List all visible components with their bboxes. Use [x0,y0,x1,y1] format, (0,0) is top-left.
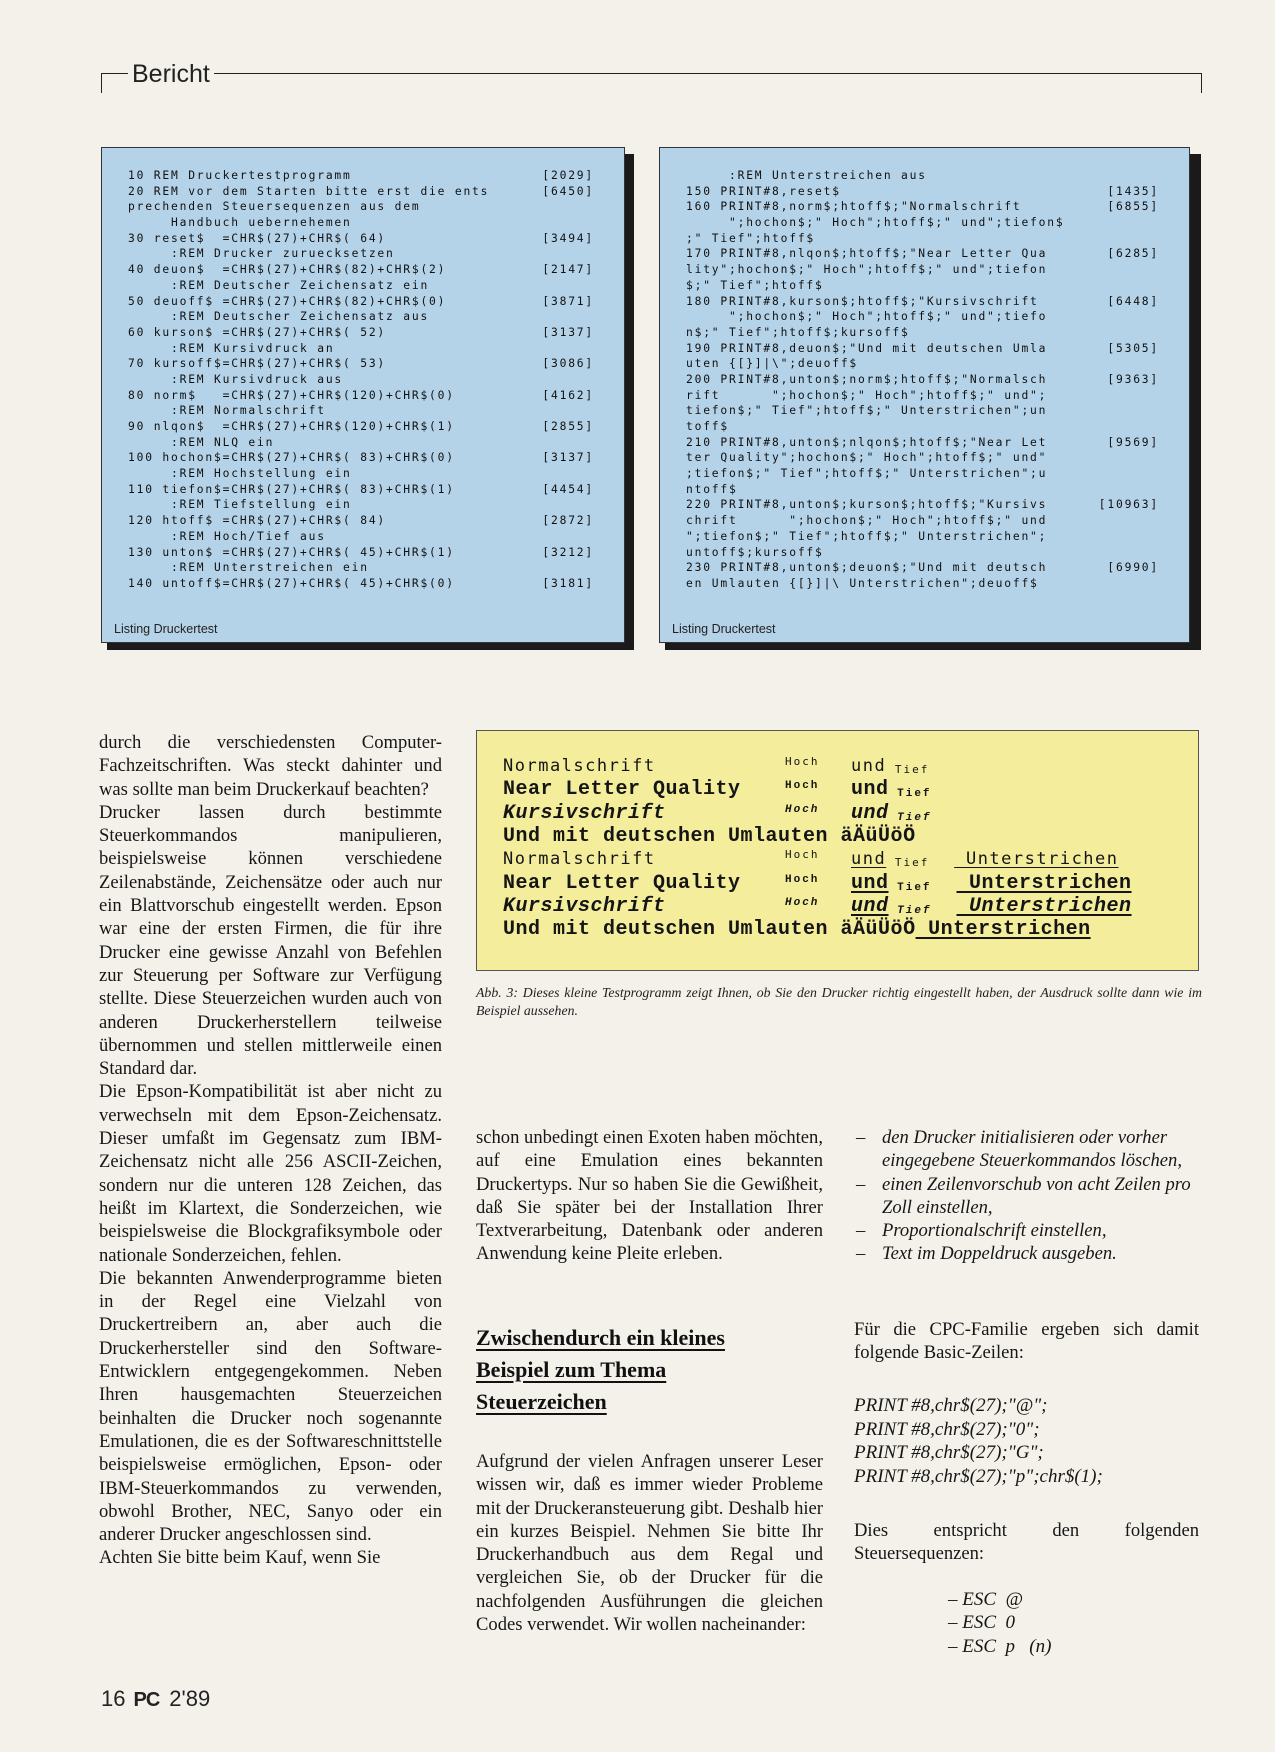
listing-caption: Listing Druckertest [114,622,218,636]
code-text: 20 REM vor dem Starten bitte erst die ents [128,184,490,198]
output-text: Normalschrift [503,756,656,776]
checksum: [10963] [1098,498,1159,512]
body-paragraph: Für die CPC-Familie ergeben sich damit folgende Basic-Zeilen: [854,1319,1199,1364]
listing-line [660,356,1189,372]
listing-line [102,482,624,498]
listing-line [660,497,1189,513]
output-text: Near Letter Quality [503,778,741,802]
checksum: [2147] [542,263,594,277]
subscript-text: Tief [888,881,932,894]
code-text: 180 PRINT#8,kurson$;htoff$;"Kursivschrift [686,294,1039,308]
escape-sequence: – ESC @ [948,1589,1024,1610]
basic-code-lines [854,1394,1103,1488]
header-rule [101,73,1202,93]
code-text: 40 deuon$ =CHR$(27)+CHR$(82)+CHR$(2) [128,263,447,277]
checksum: [2872] [542,514,594,528]
checksum: [3137] [542,451,594,465]
code-text: 50 deuoff$ =CHR$(27)+CHR$(82)+CHR$(0) [128,294,447,308]
escape-sequence: – ESC p (n) [948,1635,1052,1657]
checksum: [9569] [1107,435,1159,449]
code-text: 200 PRINT#8,unton$;norm$;htoff$;"Normalsch [686,372,1048,386]
output-text: Unterstrichen [956,894,1132,918]
code-text: :REM Tiefstellung ein [128,498,352,512]
output-line [503,825,916,848]
body-paragraph: durch die verschiedensten Computer-Fachzeitschriften. Was steckt dahinter und was sollte man beim Druckerkauf beachten? [99,732,442,800]
code-text: Handbuch uebernehemen [128,216,352,230]
code-text: untoff$;kursoff$ [686,545,824,559]
listing-line [102,372,624,388]
subscript-text: Tief [888,811,932,824]
list-item-text: einen Zeilenvorschub von acht Zeilen pro Zoll einstellen, [882,1173,1191,1218]
output-text: Kursivschrift [503,894,666,918]
basic-code-line: PRINT #8,chr$(27);"@"; [854,1395,1048,1416]
listing-line [660,262,1189,278]
code-text: ter Quality";hochon$;" Hoch";htoff$;" und" [686,451,1048,465]
code-text: :REM Deutscher Zeichensatz ein [128,278,430,292]
listing-line [102,497,624,513]
subscript-text: Tief [888,904,932,917]
column-middle-bottom [476,1450,823,1636]
superscript-text: Hoch [785,896,820,909]
checksum: [3086] [542,357,594,371]
escape-sequence: – ESC 0 [948,1612,1016,1634]
code-text: 30 reset$ =CHR$(27)+CHR$( 64) [128,231,387,245]
code-text: :REM Unterstreichen aus [686,169,927,182]
code-text: 220 PRINT#8,unton$;kurson$;htoff$;"Kursivs [686,498,1048,512]
checksum: [3494] [542,231,594,245]
body-paragraph: Die bekannten Anwenderprogramme bieten in der Regel eine Vielzahl von Druckertreibern an, aber auch die Druckerhersteller sind den Software-Entwicklern entgegengekommen. Neben Ihren hausgemachten Steuerzeichen beinhalten die Drucker noch sogenannte Emulationen, die es der Softwareschnittstelle beispielsweise ermöglichen, Epson- oder IBM-Steuerkommandos zu verwenden, obwohl Brother, NEC, Sanyo oder ein anderer Drucker angeschlossen sind. [99,1267,442,1546]
dash-bullet: – [856,1127,866,1148]
output-text: Unterstrichen [956,871,1132,895]
code-text: 190 PRINT#8,deuon$;"Und mit deutschen Umla [686,341,1048,355]
checksum: [6855] [1107,200,1159,214]
listing-box-left [101,147,625,643]
output-text: Near Letter Quality [503,871,741,895]
listing-line [102,341,624,357]
code-text: 80 norm$ =CHR$(27)+CHR$(120)+CHR$(0) [128,388,455,402]
code-text: 110 tiefon$=CHR$(27)+CHR$( 83)+CHR$(1) [128,482,455,496]
list-item [854,1126,1199,1173]
checksum: [2855] [542,420,594,433]
output-text: Und mit deutschen Umlauten äÄüÜöÖ [503,918,916,942]
column-right-intro [854,1318,1199,1365]
listing-line [660,482,1189,498]
output-text: Und mit deutschen Umlauten äÄüÜöÖ [503,824,916,848]
listing-line [660,576,1189,592]
superscript-text: Hoch [785,780,820,793]
escape-sequences [948,1588,1051,1658]
checksum: [3181] [542,576,594,590]
output-text: und [851,778,889,802]
code-text: rift ";hochon$;" Hoch";htoff$;" und"; [686,388,1048,402]
checksum: [3137] [542,325,594,339]
code-text: ";hochon$;" Hoch";htoff$;" und";tiefo [686,310,1048,324]
listing-line [660,294,1189,310]
listing-line [660,403,1189,419]
output-line [503,848,1119,869]
checksum: [6285] [1107,247,1159,261]
output-line [503,802,957,825]
section-title: Bericht [128,60,214,89]
requirements-list [854,1126,1199,1266]
output-text: und [851,801,889,825]
code-text: tiefon$;" Tief";htoff$;" Unterstrichen";un [686,404,1048,418]
body-paragraph: Aufgrund der vielen Anfragen unserer Leser wissen wir, daß es immer wieder Probleme mit der Druckeransteuerung gibt. Deshalb hier ein kurzes Beispiel. Nehmen Sie bitte Ihr Druckerhandbuch aus dem Regal und vergleichen Sie, ob der Drucker für die nachfolgenden Ausführungen die gleichen Codes verwendet. Wir wollen nacheinander: [476,1451,823,1636]
superscript-text: Hoch [785,803,820,816]
column-right-outro [854,1519,1199,1566]
listing-line [102,168,624,184]
listing-line [102,215,624,231]
output-text: und [851,894,889,918]
code-text: 160 PRINT#8,norm$;htoff$;"Normalschrift [686,200,1022,214]
code-text: 210 PRINT#8,unton$;nlqon$;htoff$;"Near Let [686,435,1048,449]
code-text: 140 untoff$=CHR$(27)+CHR$( 45)+CHR$(0) [128,576,455,590]
checksum: [9363] [1107,372,1159,386]
output-line [503,872,1132,895]
checksum: [3212] [542,545,594,559]
listing-line [102,309,624,325]
body-paragraph: schon unbedingt einen Exoten haben möchten, auf eine Emulation eines bekannten Druckertyps. Nur so haben Sie die Gewißheit, daß Sie später bei der Installation Ihrer Textverarbeitung, Datenbank oder anderen Anwendung keine Pleite erleben. [476,1127,823,1265]
page-number: 16 [101,1686,126,1711]
code-text: ";tiefon$;" Tief";htoff$;" Unterstrichen"; [686,529,1048,543]
listing-line [660,215,1189,231]
body-paragraph: Dies entspricht den folgenden Steuersequenzen: [854,1520,1199,1565]
listing-line [102,325,624,341]
subheading [476,1322,776,1418]
listing-line [102,184,624,200]
checksum: [4454] [542,482,594,496]
list-item-text: Proportionalschrift einstellen, [882,1220,1107,1242]
dash-bullet: – [856,1220,866,1242]
code-text: ;tiefon$;" Tief";htoff$;" Unterstrichen";u [686,467,1048,481]
listing-caption: Listing Druckertest [672,622,776,636]
checksum: [4162] [542,388,594,402]
issue-number: 2'89 [169,1686,211,1711]
output-text: Unterstrichen [954,849,1119,870]
code-text: 120 htoff$ =CHR$(27)+CHR$( 84) [128,514,387,528]
listing-line [660,419,1189,435]
listing-lines [102,168,624,592]
listing-line [102,246,624,262]
listing-line [660,231,1189,247]
listing-line [660,529,1189,545]
listing-line [660,388,1189,404]
listing-line [102,545,624,561]
listing-line [660,372,1189,388]
output-text: und [851,871,889,895]
code-text: n$;" Tief";htoff$;kursoff$ [686,325,910,339]
subscript-text: Tief [888,788,932,801]
code-text: ";hochon$;" Hoch";htoff$;" und";tiefon$ [686,216,1065,230]
listing-line [660,341,1189,357]
magazine-logo: PC [133,1689,160,1711]
dash-bullet: – [856,1173,866,1195]
list-item [854,1219,1199,1242]
subscript-text: Tief [886,763,930,776]
output-line [503,918,1091,941]
list-item [854,1173,1199,1220]
listing-line [102,403,624,419]
list-item-text: Text im Doppeldruck ausgeben. [882,1243,1117,1265]
listing-line [660,545,1189,561]
listing-line [660,199,1189,215]
listing-line [660,184,1189,200]
body-paragraph: Drucker lassen durch bestimmte Steuerkommandos manipulieren, beispielsweise können verschiedene Zeilenabstände, Zeichensätze oder auch nur ein Blattvorschub eingestellt werden. Epson war eine der ersten Firmen, die für ihre Drucker eine gewisse Anzahl von Befehlen zur Steuerung per Software zur Verfügung stellte. Diese Steuerzeichen wurden auch von anderen Druckerherstellern teilweise übernommen und stellen mittlerweile einen Standard dar. [99,801,442,1080]
listing-line [102,450,624,466]
code-text: :REM Kursivdruck an [128,341,335,355]
code-text: :REM NLQ ein [128,435,275,449]
code-text: lity";hochon$;" Hoch";htoff$;" und";tiefon [686,263,1048,277]
listing-line [102,231,624,247]
basic-code-line: PRINT #8,chr$(27);"0"; [854,1418,1040,1440]
output-line [503,778,957,801]
code-text: 60 kurson$ =CHR$(27)+CHR$( 52) [128,325,387,339]
checksum: [1435] [1107,184,1159,198]
code-text: :REM Kursivdruck aus [128,372,344,386]
checksum: [2029] [542,169,594,182]
code-text: ;" Tief";htoff$ [686,231,816,245]
output-text: Unterstrichen [915,918,1091,942]
checksum: [5305] [1107,341,1159,355]
subheading-line: Beispiel zum Thema [476,1357,667,1382]
code-text: chrift ";hochon$;" Hoch";htoff$;" und [686,514,1048,528]
listing-line [102,294,624,310]
subscript-text: Tief [886,856,930,870]
listing-line [102,576,624,592]
list-item-text: den Drucker initialisieren oder vorher eingegebene Steuerkommandos löschen, [882,1127,1182,1172]
listing-line [102,529,624,545]
listing-line [102,356,624,372]
listing-line [660,466,1189,482]
output-line [503,895,1132,918]
superscript-text: Hoch [785,873,820,886]
listing-line [102,199,624,215]
listing-line [660,309,1189,325]
subheading-line: Zwischendurch ein kleines [476,1325,725,1350]
page-footer [101,1686,210,1712]
code-text: 230 PRINT#8,unton$;deuon$;"Und mit deutsch [686,561,1048,575]
listing-line [102,278,624,294]
code-text: 70 kursoff$=CHR$(27)+CHR$( 53) [128,357,387,371]
listing-line [102,466,624,482]
code-text: :REM Hoch/Tief aus [128,529,326,543]
superscript-text: Hoch [785,848,820,862]
listing-line [660,450,1189,466]
listing-line [660,246,1189,262]
output-text: und [851,756,887,776]
listing-lines [660,168,1189,592]
code-text: prechenden Steuersequenzen aus dem [128,200,421,214]
listing-line [102,388,624,404]
code-text: en Umlauten {[}]|\ Unterstrichen";deuoff$ [686,576,1039,590]
listing-line [660,168,1189,184]
basic-code-line: PRINT #8,chr$(27);"G"; [854,1442,1044,1463]
listing-line [660,325,1189,341]
listing-line [660,435,1189,451]
output-line [503,755,954,776]
basic-code-line: PRINT #8,chr$(27);"p";chr$(1); [854,1465,1103,1487]
checksum: [6450] [542,184,594,198]
code-text: 130 unton$ =CHR$(27)+CHR$( 45)+CHR$(1) [128,545,455,559]
code-text: :REM Hochstellung ein [128,467,352,481]
listing-line [102,560,624,576]
code-text: toff$ [686,420,730,433]
checksum: [3871] [542,294,594,308]
body-paragraph: Die Epson-Kompatibilität ist aber nicht zu verwechseln mit dem Epson-Zeichensatz. Dieser umfaßt im Gegensatz zum IBM-Zeichensatz nicht alle 256 ASCII-Zeichen, sondern nur die unteren 128 Zeichen, das heißt im Klartext, die Sonderzeichen, wie beispielsweise die Blockgrafiksymbole oder nationale Sonderzeichen, fehlen. [99,1081,442,1266]
figure-caption: Abb. 3: Dieses kleine Testprogramm zeigt Ihnen, ob Sie den Drucker richtig eingestellt haben, der Ausdruck sollte dann wie im Beispiel aussehen. [476,985,1202,1018]
body-paragraph: Achten Sie bitte beim Kauf, wenn Sie [99,1547,381,1569]
code-text: :REM Deutscher Zeichensatz aus [128,310,430,324]
printer-output-example [476,730,1199,971]
code-text: $;" Tief";htoff$ [686,278,824,292]
code-text: 100 hochon$=CHR$(27)+CHR$( 83)+CHR$(0) [128,451,455,465]
listing-line [660,560,1189,576]
code-text: ntoff$ [686,482,738,496]
code-text: :REM Normalschrift [128,404,326,418]
code-text: :REM Drucker zuruecksetzen [128,247,395,261]
checksum: [6990] [1107,561,1159,575]
output-text: Normalschrift [503,849,656,870]
output-text: und [851,849,887,870]
code-text: :REM Unterstreichen ein [128,561,369,575]
output-text: Kursivschrift [503,801,666,825]
dash-bullet: – [856,1243,866,1265]
listing-box-right [659,147,1190,643]
code-text: 10 REM Druckertestprogramm [128,169,352,182]
listing-line [660,278,1189,294]
code-text: 170 PRINT#8,nlqon$;htoff$;"Near Letter Qua [686,247,1048,261]
listing-line [102,435,624,451]
superscript-text: Hoch [785,755,820,768]
listing-line [102,262,624,278]
column-left [99,731,442,1570]
listing-line [660,513,1189,529]
listing-line [102,513,624,529]
code-text: uten {[}]|\";deuoff$ [686,357,859,371]
column-middle-top [476,1126,823,1266]
listing-line [102,419,624,435]
code-text: 150 PRINT#8,reset$ [686,184,841,198]
subheading-line: Steuerzeichen [476,1389,607,1414]
list-item [854,1242,1199,1265]
checksum: [6448] [1107,294,1159,308]
code-text: 90 nlqon$ =CHR$(27)+CHR$(120)+CHR$(1) [128,420,455,433]
